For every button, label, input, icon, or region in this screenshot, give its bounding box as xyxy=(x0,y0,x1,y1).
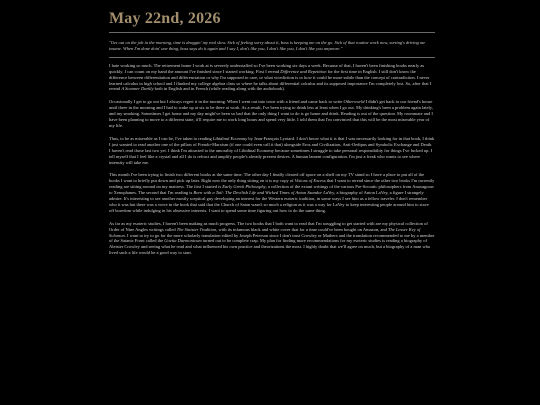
paragraph-text: for the first time in English. I still don't know the difference between differentiation and differenciation or why I'm supposed to care, or what vicediction is or how it could be more subtle than the concept of contradiction. I never learned calculus in high school and I flunked my college algebra class so where he talks about differential calculus and its supposed importance I'm completely lost. So, after that I reread xyxy=(109,68,432,92)
paragraph-text: Occasionally I get to go out but I always regret it in the morning. When I went out into town with a friend and came back to write xyxy=(109,99,344,105)
book-title-text: Difference and Repetition xyxy=(280,68,327,74)
entry-date-title: May 22nd, 2026 xyxy=(109,10,221,27)
paragraph-text: , a collection of the extant writings of the various Pre-Socratic philosophers from Anaxagoras to Xenophanes. The second that I'm reading is xyxy=(109,184,434,196)
body-paragraph xyxy=(109,99,435,129)
entry-body xyxy=(109,63,435,256)
book-title-text: Visions of Excess xyxy=(294,178,326,184)
paragraph-text: both in English and in French (while reading along with the audiobook). xyxy=(153,86,285,92)
paragraph-text: As far as my esoteric studies, I haven't been making as much progress. The two books that I both want to read that I'm struggling to get started with are my physical collection of Order of Nine Angles writings called xyxy=(109,220,428,232)
paragraph-text: , a biography of Anton LaVey, a figure I strangely admire. It's interesting to see another mostly sceptical guy developing an interest for the Western esoteric tradition, in some ways I see him as a fellow traveler. I don't remember who it was but there was a voice in the book that said that the Church of Satan wasn't so much a religion as it was a way for LaVey to keep interesting people around him to stave off boredom while indulging in his obsessive interests. I want to spend some time figuring out how to do the same thing. xyxy=(109,190,429,213)
book-title-text: The Sinister Tradition xyxy=(176,226,217,232)
paragraph-text: by Jean-François Lyotard. I don't know what it is that I was necessarily looking for in that book, I think I just wanted to read another one of the pillars of Freudo-Marxism (if one could even call it that) alongside Eros and Civilization, Anti-Oedipus and Symbolic Exchange and Death. I haven't read those last two yet. I think I'm attracted to the amorality of Libidinal Economy because sometimes I struggle to take personal responsibility for things I've fucked up. I tell myself that I feel like a crystal and all I do is refract and amplify people's already present desires. A human lament configuration. I'm just a freak who wants to see where intensity will take me. xyxy=(109,135,435,165)
book-title-text: Libidinal Economy xyxy=(212,135,248,141)
body-paragraph xyxy=(109,172,435,213)
title-divider xyxy=(109,32,435,33)
paragraph-text: that I want to reread since the other two books I'm currently reading are sitting around on my mattress. The first I started is xyxy=(109,178,435,190)
epigraph-divider xyxy=(109,57,435,58)
book-title-text: The Lesser Key of Solomon xyxy=(109,226,421,238)
paragraph-text: , with its infamous black and white cover that for a time could've been bought on Amazon, and xyxy=(216,226,389,232)
paragraph-text: Thus, to be as miserable as I can be, I've taken to reading xyxy=(109,135,213,141)
paragraph-text: . I want to try to go for the more scholarly translation edited by Joseph Peterson since I don't trust Crowley or Mathers and the translation recommended to me by a member of the Satanic Front called the xyxy=(109,232,435,244)
book-title-text: Otherworld xyxy=(343,99,365,105)
body-paragraph xyxy=(109,136,435,166)
book-title-text: Early Greek Philosophy xyxy=(222,184,266,190)
paragraph-text: This month I've been trying to finish two different books at the same time. The other day I finally cleared off space on a shelf on my TV stand so I have a place to put all of the books I want to briefly put down and pick up later. Right now the only thing sitting on it is my copy of xyxy=(109,172,425,184)
paragraph-text: I didn't get back to our friend's house until three in the morning and I had to wake up at six to be there at work. As a result, I've been trying to drink less at least when I go out. My drinking's been a problem again lately, and my smoking. Sometimes I get home and my day might've been so bad that the only thing I want to do is go home and drink. Reading is out of the question. My roommate and I have been planning to move to a different state, it'll require me to work long hours and spend very little. I told them that I'm convinced that this will be the most miserable year of my life. xyxy=(109,99,433,128)
book-title-text: Goetia Daemonicum xyxy=(164,238,202,244)
body-paragraph xyxy=(109,221,435,256)
book-title-text: A Scanner Darkly xyxy=(121,86,154,92)
entry-epigraph: "Get out on the job in the morning, time is draggin' my real slow. Sick of feeling sorry about it, boss is keeping me on the go. Sick of that routine work now, sorting's driving me insane. When I'm done doin' one thing, boss says do it again and I say I, don't like you, I don't like you, I don't like you anymore." xyxy=(109,40,426,51)
paragraph-text: I hate working so much. The retirement home I work at is severely understaffed so I've been working six days a week. Because of that, I haven't been finishing books nearly as quickly. I can count on my hand the amount I've finished since I started working. First I reread xyxy=(109,62,425,74)
book-title-text: Born with a Tail: The Devilish Life and Wicked Times of Anton Szandor LaVey xyxy=(193,190,335,196)
body-paragraph xyxy=(109,63,435,93)
paragraph-text: turned out to be complete crap. My plan for finding more recommendations for my esoteric studies is reading a biography of Aleister Crowley and seeing what he read and what influenced his own practice and theorizations the most. I highly doubt that we'll agree on much, but a biography of a man who lived such a life would be a good way to start. xyxy=(109,238,431,256)
journal-entry xyxy=(109,9,435,263)
